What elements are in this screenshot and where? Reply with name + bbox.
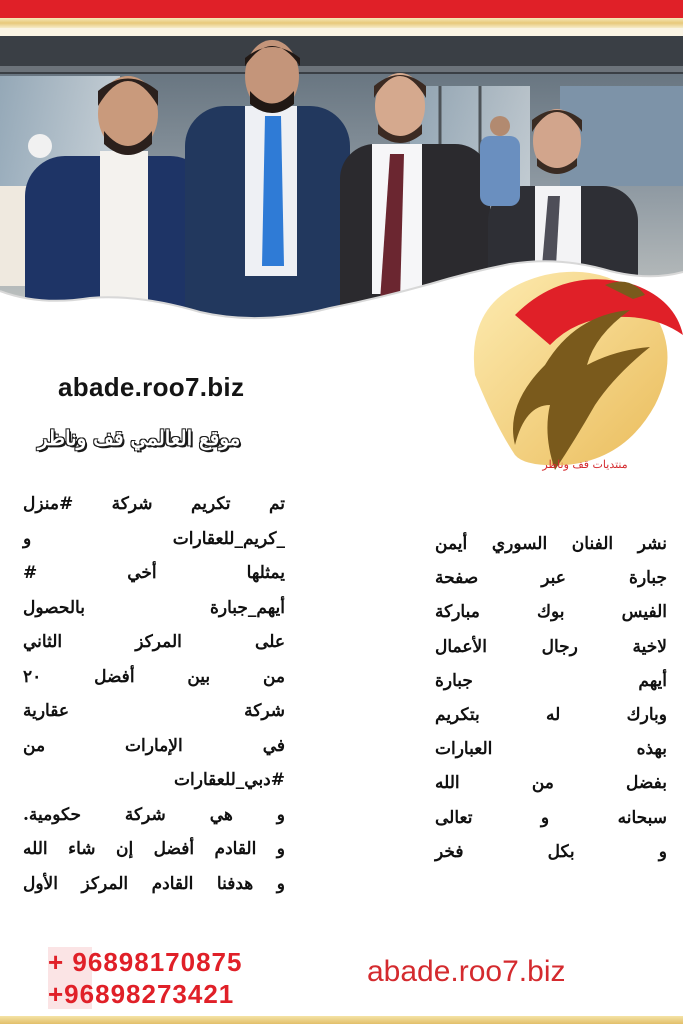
left-line: و القادم أفضل إن شاء الله xyxy=(23,839,285,859)
left-line: من بين أفضل ٢٠ xyxy=(23,666,285,687)
top-cream-bar xyxy=(0,28,683,36)
site-url-bottom[interactable]: abade.roo7.biz xyxy=(367,955,566,988)
right-line: و بكل فخر xyxy=(435,841,667,862)
site-url-top[interactable]: abade.roo7.biz xyxy=(58,372,245,402)
right-line: الفيس بوك مباركة xyxy=(435,602,667,623)
top-gold-bar xyxy=(0,18,683,28)
right-line: أيهم جبارة xyxy=(435,670,667,691)
left-line: #دبي_للعقارات xyxy=(174,770,285,790)
right-line: سبحانه و تعالى xyxy=(435,807,667,828)
falcon-logo xyxy=(455,255,683,475)
bottom-gold-bar xyxy=(0,1016,683,1024)
left-line: أيهم_جبارة بالحصول xyxy=(23,597,285,618)
right-line: جبارة عبر صفحة xyxy=(435,568,667,589)
left-line: و هي شركة حكومية. xyxy=(23,804,285,825)
left-line: يمثلها أخي # xyxy=(23,563,285,583)
left-line: على المركز الثاني xyxy=(23,632,285,652)
phone-number-2[interactable]: +96898273421 xyxy=(48,978,235,1009)
left-line: في الإمارات من xyxy=(23,735,285,756)
phone-numbers xyxy=(48,947,328,1009)
logo-caption: منتديات قف وناظر xyxy=(542,458,628,471)
left-line: تم تكريم شركة #منزل xyxy=(23,494,285,514)
site-slogan: موقع العالمي قف وناظر xyxy=(38,426,241,450)
right-line: بهذه العبارات xyxy=(435,739,667,760)
left-line: شركة عقارية xyxy=(23,701,285,721)
left-line: و هدفنا القادم المركز الأول xyxy=(23,873,285,894)
right-text-column xyxy=(435,527,667,869)
phone-number-1[interactable]: + 96898170875 xyxy=(48,946,243,977)
left-line: _كريم_للعقارات و xyxy=(23,528,285,549)
right-line: بفضل من الله xyxy=(435,773,667,794)
left-text-column xyxy=(23,487,285,901)
right-line: نشر الفنان السوري أيمن xyxy=(435,534,667,554)
right-line: وبارك له بتكريم xyxy=(435,705,667,726)
top-decor-bars xyxy=(0,0,683,36)
right-line: لاخية رجال الأعمال xyxy=(435,636,667,657)
top-red-bar xyxy=(0,0,683,18)
